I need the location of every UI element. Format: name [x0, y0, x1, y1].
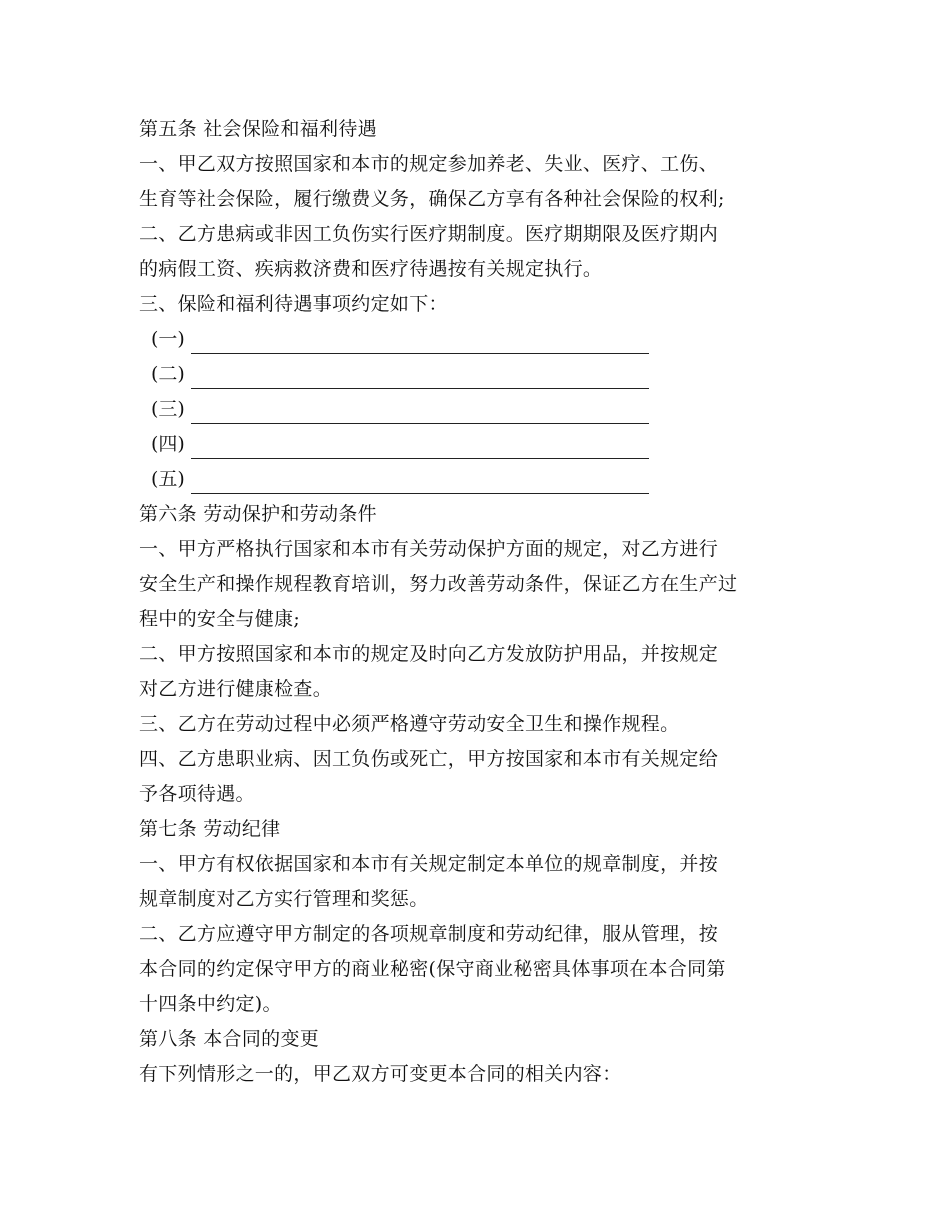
- article-5-clause-2-line-2: 的病假工资、疾病救济费和医疗待遇按有关规定执行。: [139, 258, 603, 280]
- fill-in-label: (四): [151, 433, 185, 455]
- article-8-clause-1-line-1: 有下列情形之一的，甲乙双方可变更本合同的相关内容：: [139, 1063, 622, 1085]
- article-5-clause-1-line-2: 生育等社会保险，履行缴费义务，确保乙方享有各种社会保险的权利;: [139, 188, 725, 210]
- fill-in-blank[interactable]: [191, 436, 649, 459]
- article-5-heading: 第五条 社会保险和福利待遇: [139, 118, 377, 140]
- fill-in-line-2: [139, 357, 819, 392]
- article-7-clause-2-line-2: 本合同的约定保守甲方的商业秘密(保守商业秘密具体事项在本合同第: [139, 958, 726, 980]
- article-6-clause-2-line-2: 对乙方进行健康检查。: [139, 678, 333, 700]
- article-5-clause-2-line-1: 二、乙方患病或非因工负伤实行医疗期制度。医疗期期限及医疗期内: [139, 223, 719, 245]
- article-8-heading: 第八条 本合同的变更: [139, 1028, 320, 1050]
- fill-in-blank[interactable]: [191, 366, 649, 389]
- article-7-clause-2-line-3: 十四条中约定)。: [139, 993, 282, 1015]
- contract-body: [139, 112, 819, 1092]
- article-6-clause-1-line-3: 程中的安全与健康;: [139, 608, 301, 630]
- fill-in-line-1: [139, 322, 819, 357]
- fill-in-blank[interactable]: [191, 471, 649, 494]
- fill-in-label: (五): [151, 468, 185, 490]
- article-7-clause-1-line-1: 一、甲方有权依据国家和本市有关规定制定本单位的规章制度，并按: [139, 853, 719, 875]
- fill-in-line-5: [139, 462, 819, 497]
- article-7-clause-1-line-2: 规章制度对乙方实行管理和奖惩。: [139, 888, 429, 910]
- article-6-clause-4-line-1: 四、乙方患职业病、因工负伤或死亡，甲方按国家和本市有关规定给: [139, 748, 719, 770]
- article-5-clause-1-line-1: 一、甲乙双方按照国家和本市的规定参加养老、失业、医疗、工伤、: [139, 153, 719, 175]
- article-6-clause-4-line-2: 予各项待遇。: [139, 783, 255, 805]
- fill-in-label: (一): [151, 328, 185, 350]
- fill-in-blank[interactable]: [191, 331, 649, 354]
- article-5-clause-3-line-1: 三、保险和福利待遇事项约定如下：: [139, 293, 448, 315]
- article-6-clause-1-line-2: 安全生产和操作规程教育培训，努力改善劳动条件，保证乙方在生产过: [139, 573, 738, 595]
- article-6-clause-2-line-1: 二、甲方按照国家和本市的规定及时向乙方发放防护用品，并按规定: [139, 643, 719, 665]
- fill-in-label: (三): [151, 398, 185, 420]
- article-6-heading: 第六条 劳动保护和劳动条件: [139, 503, 377, 525]
- fill-in-line-4: [139, 427, 819, 462]
- article-6-clause-3-line-1: 三、乙方在劳动过程中必须严格遵守劳动安全卫生和操作规程。: [139, 713, 680, 735]
- fill-in-label: (二): [151, 363, 185, 385]
- article-7-clause-2-line-1: 二、乙方应遵守甲方制定的各项规章制度和劳动纪律，服从管理，按: [139, 923, 719, 945]
- fill-in-blank[interactable]: [191, 401, 649, 424]
- article-7-heading: 第七条 劳动纪律: [139, 818, 281, 840]
- article-6-clause-1-line-1: 一、甲方严格执行国家和本市有关劳动保护方面的规定，对乙方进行: [139, 538, 719, 560]
- fill-in-line-3: [139, 392, 819, 427]
